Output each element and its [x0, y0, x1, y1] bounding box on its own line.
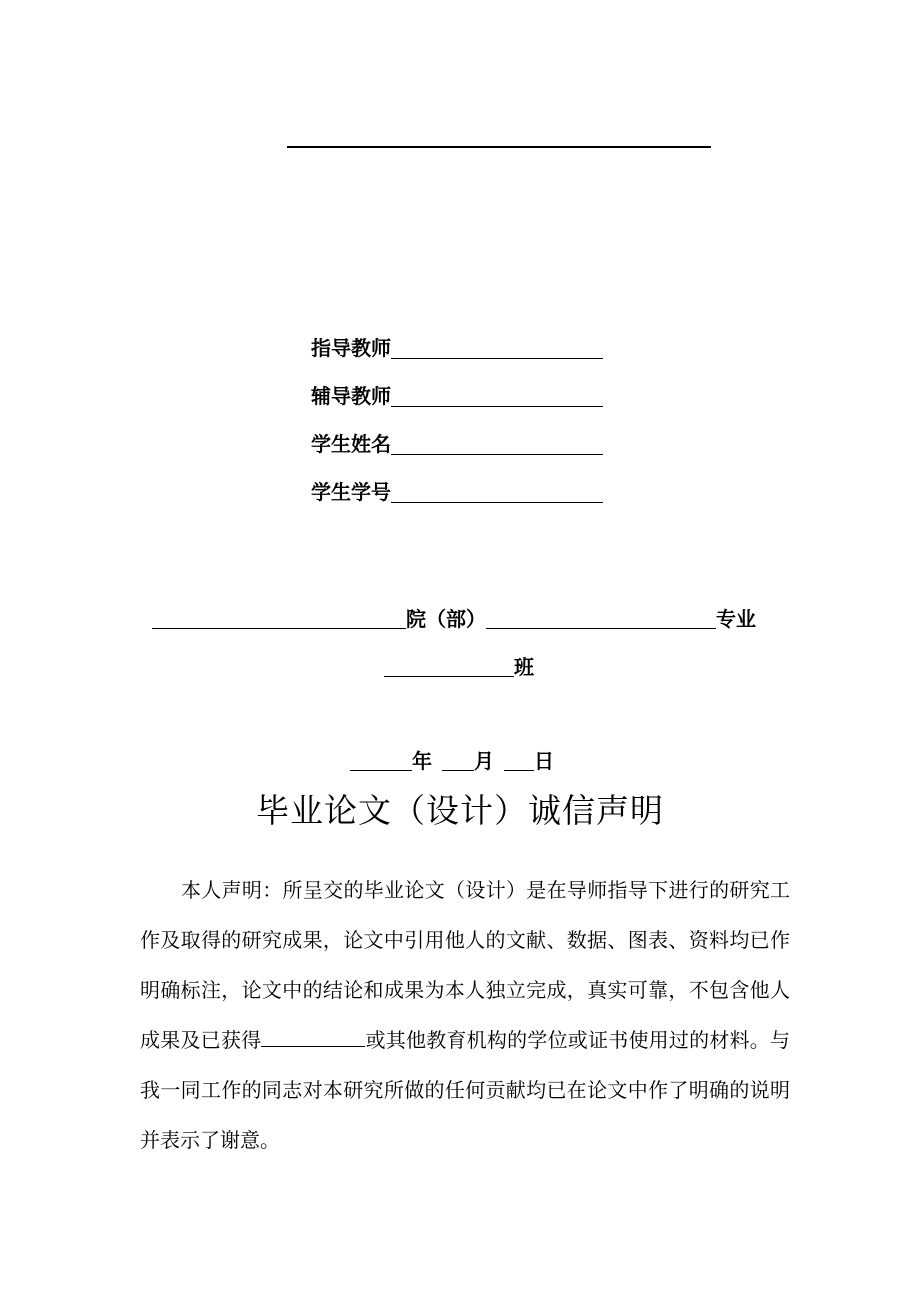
day-label: 日	[534, 749, 554, 773]
field-blank[interactable]	[391, 476, 603, 503]
date-line	[350, 745, 554, 774]
class-line	[384, 651, 534, 680]
field-blank[interactable]	[391, 332, 603, 359]
declaration-text-part2: 或其他教育机构的学位或证书使用过的材料。与我一同工作的同志对本研究所做的任何贡献均已在论文中作了明确的说明并表示了谢意。	[140, 1028, 791, 1152]
field-assistant-advisor	[311, 362, 603, 410]
title-underline	[287, 146, 711, 148]
class-suffix: 班	[514, 655, 534, 679]
month-label: 月	[474, 749, 494, 773]
field-advisor	[311, 314, 603, 362]
field-label: 辅导教师	[311, 384, 391, 408]
field-label: 指导教师	[311, 336, 391, 360]
class-blank[interactable]	[384, 652, 514, 677]
field-blank[interactable]	[391, 428, 603, 455]
field-label: 学生姓名	[311, 432, 391, 456]
year-blank[interactable]	[350, 746, 412, 771]
declaration-body	[140, 865, 790, 1165]
declaration-text-part1: 本人声明：所呈交的毕业论文（设计）是在导师指导下进行的研究工作及取得的研究成果，论文中引用他人的文献、数据、图表、资料均已作明确标注，论文中的结论和成果为本人独立完成，真实可靠，不包含他人成果及已获得	[140, 878, 790, 1052]
cover-info-fields	[311, 314, 603, 506]
month-blank[interactable]	[442, 746, 474, 771]
declaration-title: 毕业论文（设计）诚信声明	[256, 791, 664, 830]
field-label: 学生学号	[311, 480, 391, 504]
field-student-name	[311, 410, 603, 458]
field-blank[interactable]	[391, 380, 603, 407]
major-blank[interactable]	[486, 604, 716, 629]
field-student-id	[311, 458, 603, 506]
day-blank[interactable]	[504, 746, 534, 771]
year-label: 年	[412, 749, 432, 773]
department-suffix: 院（部）	[406, 607, 486, 631]
major-suffix: 专业	[716, 607, 756, 631]
department-major-line	[152, 603, 792, 632]
degree-blank[interactable]	[261, 1026, 365, 1047]
department-blank[interactable]	[152, 604, 406, 629]
